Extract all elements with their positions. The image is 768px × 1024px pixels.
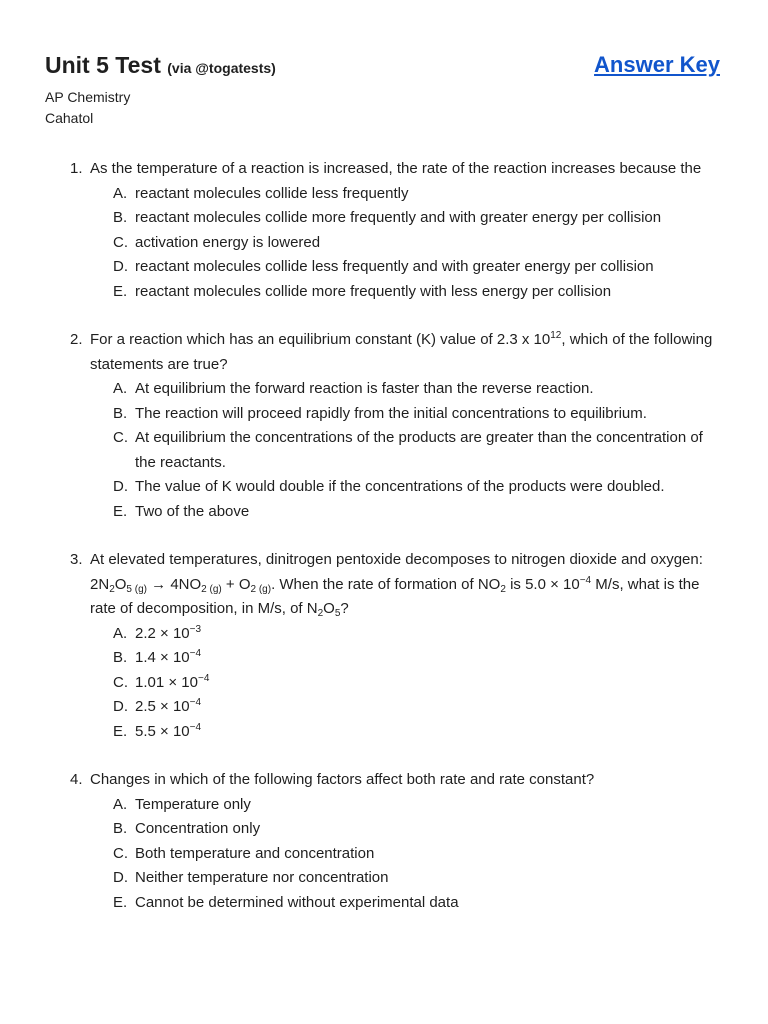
option-a	[113, 793, 725, 818]
option-text	[135, 695, 725, 720]
question-text-part: ?	[340, 600, 349, 617]
option-base: 5.5 × 10	[135, 722, 190, 740]
question-text	[90, 548, 725, 622]
option-e	[113, 280, 725, 305]
question-text: Changes in which of the following factors affect both rate and rate constant?	[90, 771, 595, 788]
option-c	[113, 842, 725, 867]
exponent: 12	[550, 330, 562, 341]
option-text: Two of the above	[135, 502, 250, 520]
option-letter: D.	[113, 698, 128, 715]
title-via: (via @togatests)	[167, 60, 276, 76]
option-text	[135, 622, 725, 647]
option-base: 2.5 × 10	[135, 698, 190, 715]
option-letter: A.	[113, 624, 128, 642]
option-text	[135, 646, 725, 671]
option-text: reactant molecules collide less frequently and with greater energy per collision	[135, 258, 654, 275]
question-text-part: M/s, what is the rate of decomposition, in M/s, of N	[90, 575, 700, 617]
option-c	[113, 231, 725, 256]
question-text-part: For a reaction which has an equilibrium constant (K) value of 2.3 x 10	[90, 331, 551, 348]
option-letter: B.	[113, 209, 128, 226]
question-3	[45, 548, 725, 744]
option-text: At equilibrium the concentrations of the products are greater than the concentration of the reactants.	[135, 429, 703, 471]
option-letter: A.	[113, 795, 128, 813]
course-name: AP Chemistry	[45, 89, 131, 105]
question-number: 1.	[70, 160, 83, 177]
option-e	[113, 720, 725, 745]
option-base: 1.4 × 10	[135, 649, 190, 666]
option-letter: B.	[113, 820, 128, 837]
exponent: −4	[189, 721, 202, 733]
option-letter: C.	[113, 844, 128, 862]
subscript: 5	[334, 608, 341, 619]
equation-part: 2N	[90, 575, 110, 593]
question-text-part: . When the rate of formation of NO	[271, 575, 501, 593]
equation-part: + O	[221, 575, 251, 593]
question-text-part: At elevated temperatures, dinitrogen pentoxide decomposes to nitrogen dioxide and oxygen:	[90, 551, 703, 568]
option-d	[113, 475, 725, 500]
option-text: reactant molecules collide more frequently with less energy per collision	[135, 282, 612, 300]
subscript: 5 (g)	[126, 583, 147, 595]
option-b	[113, 646, 725, 671]
option-text: Both temperature and concentration	[135, 844, 375, 862]
option-d	[113, 255, 725, 280]
page-title	[45, 50, 276, 83]
question-text	[90, 328, 725, 377]
option-letter: C.	[113, 673, 128, 691]
exponent: −4	[189, 648, 202, 659]
option-letter: D.	[113, 258, 128, 275]
title-text: Unit 5 Test	[45, 52, 161, 78]
equation-part: O	[114, 575, 127, 593]
option-text: Temperature only	[135, 795, 251, 813]
option-b	[113, 402, 725, 427]
exponent: −4	[579, 574, 592, 586]
test-page	[45, 50, 725, 939]
subscript: 2	[500, 583, 506, 595]
question-4	[45, 768, 725, 915]
option-d	[113, 695, 725, 720]
option-text: The value of K would double if the concentrations of the products were doubled.	[135, 478, 665, 495]
exponent: −4	[189, 697, 202, 708]
option-letter: C.	[113, 429, 128, 446]
option-letter: D.	[113, 869, 128, 886]
subscript: 2 (g)	[250, 583, 272, 595]
question-text-part: , which of the following statements are true?	[90, 331, 713, 373]
option-text: Cannot be determined without experimental data	[135, 893, 459, 911]
exponent: −3	[189, 623, 202, 635]
option-text	[135, 720, 725, 745]
option-letter: E.	[113, 282, 128, 300]
option-text: reactant molecules collide more frequently and with greater energy per collision	[135, 209, 662, 226]
question-text: As the temperature of a reaction is increased, the rate of the reaction increases because the	[90, 160, 702, 177]
exponent: −4	[197, 672, 210, 684]
option-letter: C.	[113, 233, 128, 251]
option-a	[113, 182, 725, 207]
option-letter: A.	[113, 380, 128, 397]
question-text-part: O	[323, 600, 335, 617]
option-text	[135, 671, 725, 696]
option-text: reactant molecules collide less frequently	[135, 184, 409, 202]
header	[45, 50, 725, 84]
equation-part: → 4NO	[146, 575, 202, 593]
option-d	[113, 866, 725, 891]
option-a	[113, 377, 725, 402]
option-letter: E.	[113, 722, 128, 740]
subscript: 2 (g)	[201, 583, 222, 595]
option-b	[113, 206, 725, 231]
option-base: 2.2 × 10	[135, 624, 190, 642]
option-letter: A.	[113, 184, 128, 202]
question-text-part: is 5.0 × 10	[505, 575, 580, 593]
option-text: Concentration only	[135, 820, 261, 837]
option-text: At equilibrium the forward reaction is faster than the reverse reaction.	[135, 380, 594, 397]
option-letter: B.	[113, 649, 128, 666]
option-text: activation energy is lowered	[135, 233, 321, 251]
option-a	[113, 622, 725, 647]
option-text: The reaction will proceed rapidly from the initial concentrations to equilibrium.	[135, 404, 647, 422]
option-letter: B.	[113, 404, 128, 422]
question-number: 2.	[70, 331, 83, 348]
option-b	[113, 817, 725, 842]
option-c	[113, 671, 725, 696]
option-letter: E.	[113, 502, 128, 520]
questions-list	[45, 157, 725, 915]
option-c	[113, 426, 725, 475]
option-letter: D.	[113, 478, 128, 495]
author-name: Cahatol	[45, 110, 94, 126]
subscript: 2	[109, 583, 115, 595]
option-e	[113, 891, 725, 916]
subscript: 2	[317, 608, 324, 619]
question-1	[45, 157, 725, 304]
option-letter: E.	[113, 893, 128, 911]
question-2	[45, 328, 725, 524]
answer-key-link[interactable]: Answer Key	[594, 52, 720, 77]
option-text: Neither temperature nor concentration	[135, 869, 389, 886]
question-number: 4.	[70, 771, 83, 788]
option-base: 1.01 × 10	[135, 673, 198, 691]
option-e	[113, 500, 725, 525]
question-number: 3.	[70, 551, 83, 568]
